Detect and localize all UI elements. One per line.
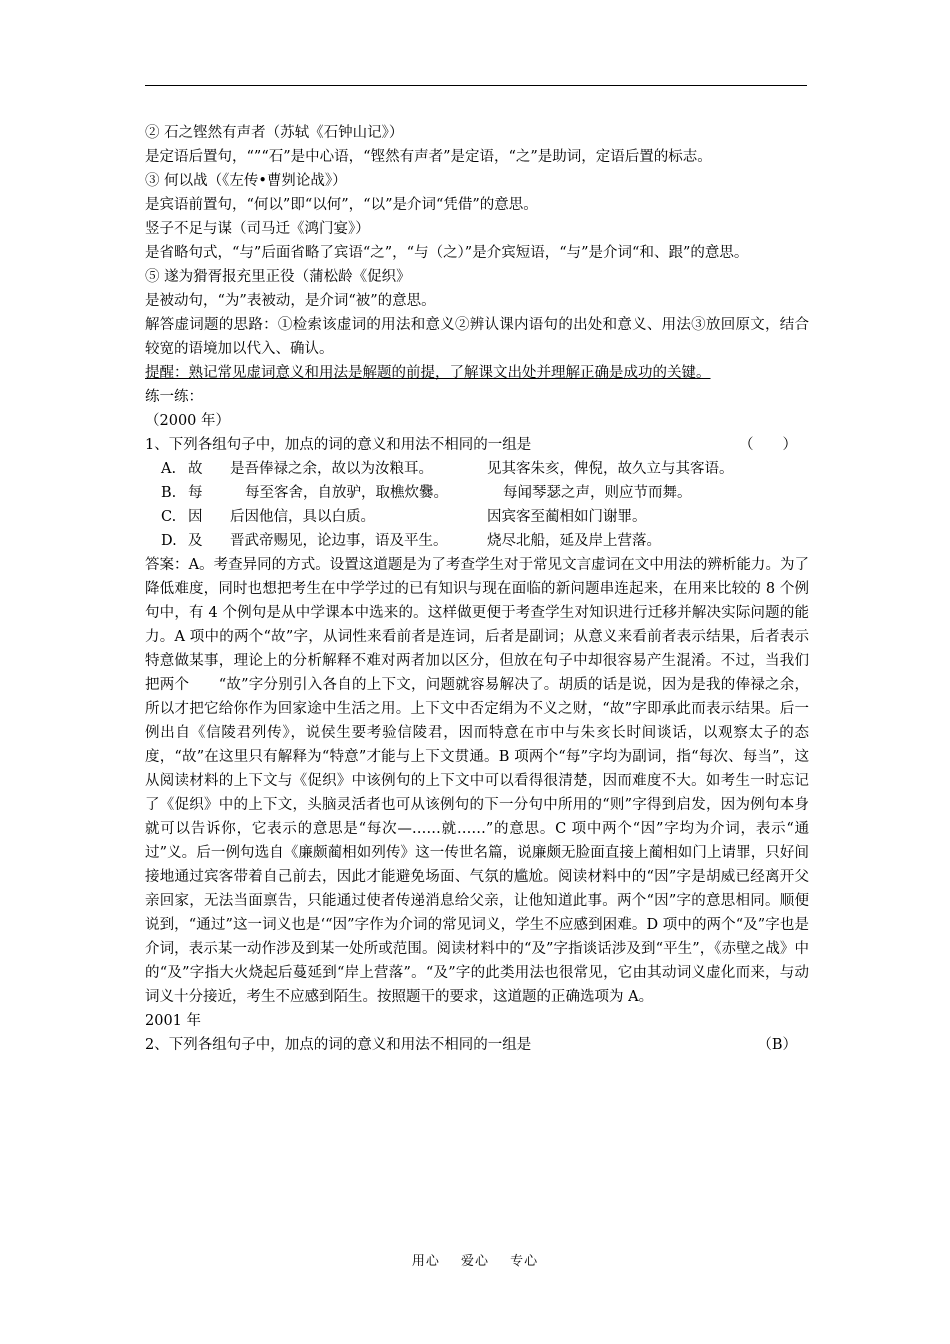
header-rule [145,85,807,86]
question-2-text: 2、下列各组句子中，加点的词的意义和用法不相同的一组是 [145,1037,532,1053]
option-sentence-2: 见其客朱亥，俾倪，故久立与其客语。 [487,461,734,477]
option-word: 及 [188,533,203,549]
question-2 [145,1033,809,1057]
option-sentence-2: 每闻琴瑟之声，则应节而舞。 [503,485,692,501]
option-c [145,505,809,529]
example-4-explanation: 是省略句式，“与”后面省略了宾语“之”，“与（之）”是介宾短语，“与”是介词“和、跟”的意思。 [145,245,749,261]
example-5-explanation: 是被动句，“为”表被动，是介词“被”的意思。 [145,293,436,309]
document-body [145,121,809,1057]
footer-word-3: 专心 [510,1254,539,1269]
year-2001-label: 2001 年 [145,1013,202,1029]
example-4-title: 竖子不足与谋（司马迁《鸿门宴》） [145,221,370,237]
year-2000-label: （2000 年） [145,413,231,429]
question-2-answer-slot: （B） [757,1037,797,1053]
option-sentence-1: 每至客舍，自放驴，取樵炊爨。 [245,485,448,501]
option-d [145,529,809,553]
footer-word-2: 爱心 [460,1254,489,1269]
page-footer [0,1250,950,1269]
example-5-title: ⑤ 遂为猾胥报充里正役（蒲松龄《促织》 [145,269,411,285]
method-paragraph: 解答虚词题的思路：①检索该虚词的用法和意义②辨认课内语句的出处和意义、用法③放回原文，结合较宽的语境加以代入、确认。 [145,317,809,357]
option-letter: D. [161,533,177,549]
tip-line: 提醒：熟记常见虚词意义和用法是解题的前提，了解课文出处并理解正确是成功的关键。 [145,365,711,381]
option-sentence-1: 是吾俸禄之余，故以为汝粮耳。 [230,461,433,477]
option-sentence-2: 烧尽北船，延及岸上营落。 [487,533,661,549]
option-letter: A. [161,461,177,477]
example-3-title: ③ 何以战（《左传•曹刿论战》） [145,173,347,189]
option-sentence-2: 因宾客至蔺相如门谢罪。 [487,509,647,525]
question-1-text: 1、下列各组句子中，加点的词的意义和用法不相同的一组是 [145,437,532,453]
option-word: 因 [188,509,203,525]
option-b [145,481,809,505]
example-3-explanation: 是宾语前置句，“何以”即“以何”，“以”是介词“凭借”的意思。 [145,197,538,213]
practice-label: 练一练： [145,389,203,405]
example-2-title: ② 石之铿然有声者（苏轼《石钟山记》） [145,125,404,141]
option-sentence-1: 晋武帝赐见，论边事，语及平生。 [230,533,448,549]
footer-word-1: 用心 [411,1254,440,1269]
option-a [145,457,809,481]
option-word: 每 [188,485,203,501]
question-1 [145,433,809,457]
answer-paragraph: 答案：A。考查异同的方式。设置这道题是为了考查学生对于常见文言虚词在文中用法的辨析能力。为了降低难度，同时也想把考生在中学学过的已有知识与现在面临的新问题串连起来，在用来比较的 8 个例句中，有 4 个例句是从中学课本中选来的。这样做更便于考查学生对知识进行迁移并解决实际问题的能力。A 项中的两个“故”字，从词性来看前者是连词，后者是副词；从意义来看前者表示结果，后者表示特意做某事，理论上的分析解释不难对两者加以区分，但放在句子中却很容易产生混淆。不过，当我们把两个 “故”字分别引入各自的上下文，问题就容易解决了。胡质的话是说，因为是我的俸禄之余，所以才把它给你作为回家途中生活之用。上下文中否定绢为不义之财，“故”字即承此而表示结果。后一例出自《信陵君列传》，说侯生要考验信陵君，因而特意在市中与朱亥长时间谈话，以观察太子的态度，“故”在这里只有解释为“特意”才能与上下文贯通。B 项两个“每”字均为副词，指“每次、每当”，这从阅读材料的上下文与《促织》中该例句的上下文中可以看得很清楚，因而难度不大。如考生一时忘记了《促织》中的上下文，头脑灵活者也可从该例句的下一分句中所用的“则”字得到启发，因为例句本身就可以告诉你，它表示的意思是“每次—……就……”的意思。C 项中两个“因”字均为介词，表示“通过”义。后一例句选自《廉颇蔺相如列传》这一传世名篇，说廉颇无脸面直接上蔺相如门上请罪，只好间接地通过宾客带着自己前去，因此才能避免场面、气氛的尴尬。阅读材料中的“因”字是胡威已经离开父亲回家，无法当面禀告，只能通过使者传递消息给父亲，让他知道此事。两个“因”字的意思相同。顺便说到，“通过”这一词义也是‘“因”字作为介词的常见词义，学生不应感到困难。D 项中的两个“及”字也是介词，表示某一动作涉及到某一处所或范围。阅读材料中的“及”字指谈话涉及到“平生”，《赤壁之战》中的“及”字指大火烧起后蔓延到“岸上营落”。“及”字的此类用法也很常见，它由其动词义虚化而来，与动词义十分接近，考生不应感到陌生。按照题干的要求，这道题的正确选项为 A。 [145,557,809,1005]
option-letter: C. [161,509,177,525]
option-sentence-1: 后因他信，具以白质。 [230,509,375,525]
option-letter: B. [161,485,177,501]
option-word: 故 [188,461,203,477]
question-1-answer-slot: （ ） [739,437,797,453]
example-2-explanation: 是定语后置句，“”“石”是中心语，“铿然有声者”是定语，“之”是助词，定语后置的标志。 [145,149,712,165]
